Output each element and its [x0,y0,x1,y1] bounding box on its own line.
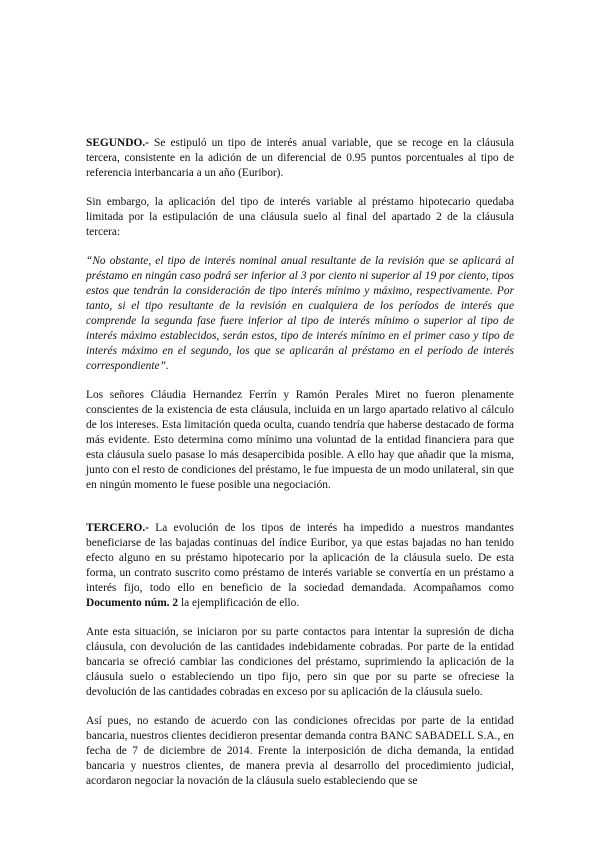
segundo-paragraph-3: Los señores Cláudia Hernandez Ferrín y Ramón Perales Miret no fueron plenamente conscientes de la existencia de esta cláusula, incluida en un largo apartado relativo al cálculo de los intereses. Esta limitación queda oculta, cuando tendría que haberse destacado de forma más evidente. Esto determina como mínimo una voluntad de la entidad financiera para que esta cláusula suelo pasase lo más desapercibida posible. A ello hay que añadir que la misma, junto con el resto de condiciones del préstamo, le fue impuesta de un modo unilateral, sin que en ningún momento le fuese posible una negociación. [86,389,514,491]
tercero-text-1a: La evolución de los tipos de interés ha impedido a nuestros mandantes beneficiarse de las bajadas continuas del índice Euribor, ya que estas bajadas no han tenido efecto alguno en su préstamo hipotecario por la aplicación de la cláusula suelo. De esta forma, un contrato suscrito como préstamo de interés variable se convertía en un préstamo a interés fijo, todo ello en beneficio de la sociedad demandada. Acompañamos como [86,522,514,594]
tercero-paragraph-1 [86,521,514,611]
section-heading-tercero: TERCERO.- [86,522,149,534]
segundo-paragraph-2: Sin embargo, la aplicación del tipo de interés variable al préstamo hipotecario quedaba limitada por la estipulación de una cláusula suelo al final del apartado 2 de la cláusula tercera: [86,196,514,238]
section-heading-segundo: SEGUNDO.- [86,137,149,149]
tercero-paragraph-3: Así pues, no estando de acuerdo con las condiciones ofrecidas por parte de la entidad bancaria, nuestros clientes decidieron presentar demanda contra BANC SABADELL S.A., en fecha de 7 de diciembre de 2014. Frente la interposición de dicha demanda, la entidad bancaria y nuestros clientes, de manera previa al desarrollo del procedimiento judicial, acordaron negociar la novación de la cláusula suelo estableciendo que se [86,715,514,787]
document-reference: Documento núm. 2 [86,597,179,609]
segundo-text-1: Se estipuló un tipo de interés anual variable, que se recoge en la cláusula tercera, consistente en la adición de un diferencial de 0.95 puntos porcentuales al tipo de referencia interbancaria a un año (Euribor). [86,137,514,179]
tercero-text-1b: la ejemplificación de ello. [180,597,300,609]
clause-quote: “No obstante, el tipo de interés nominal anual resultante de la revisión que se aplicará al préstamo en ningún caso podrá ser inferior al 3 por ciento ni superior al 19 por ciento, tipos estos que tendrán la consideración de tipo interés mínimo y máximo, respectivamente. Por tanto, si el tipo resultante de la revisión en cualquiera de los períodos de interés que comprende la segunda fase fuere inferior al tipo de interés mínimo o superior al tipo de interés máximo establecidos, serán estos, tipo de interés mínimo en el primer caso y tipo de interés máximo en el segundo, los que se aplicarán al préstamo en el período de interés correspondiente”. [86,255,514,372]
document-page [86,136,514,803]
segundo-paragraph-1 [86,136,514,181]
tercero-paragraph-2: Ante esta situación, se iniciaron por su parte contactos para intentar la supresión de dicha cláusula, con devolución de las cantidades indebidamente cobradas. Por parte de la entidad bancaria se ofreció cambiar las condiciones del préstamo, suprimiendo la aplicación de la cláusula suelo o estableciendo un tipo fijo, pero sin que por su parte se ofreciese la devolución de las cantidades cobradas en exceso por su aplicación de la cláusula suelo. [86,626,514,698]
